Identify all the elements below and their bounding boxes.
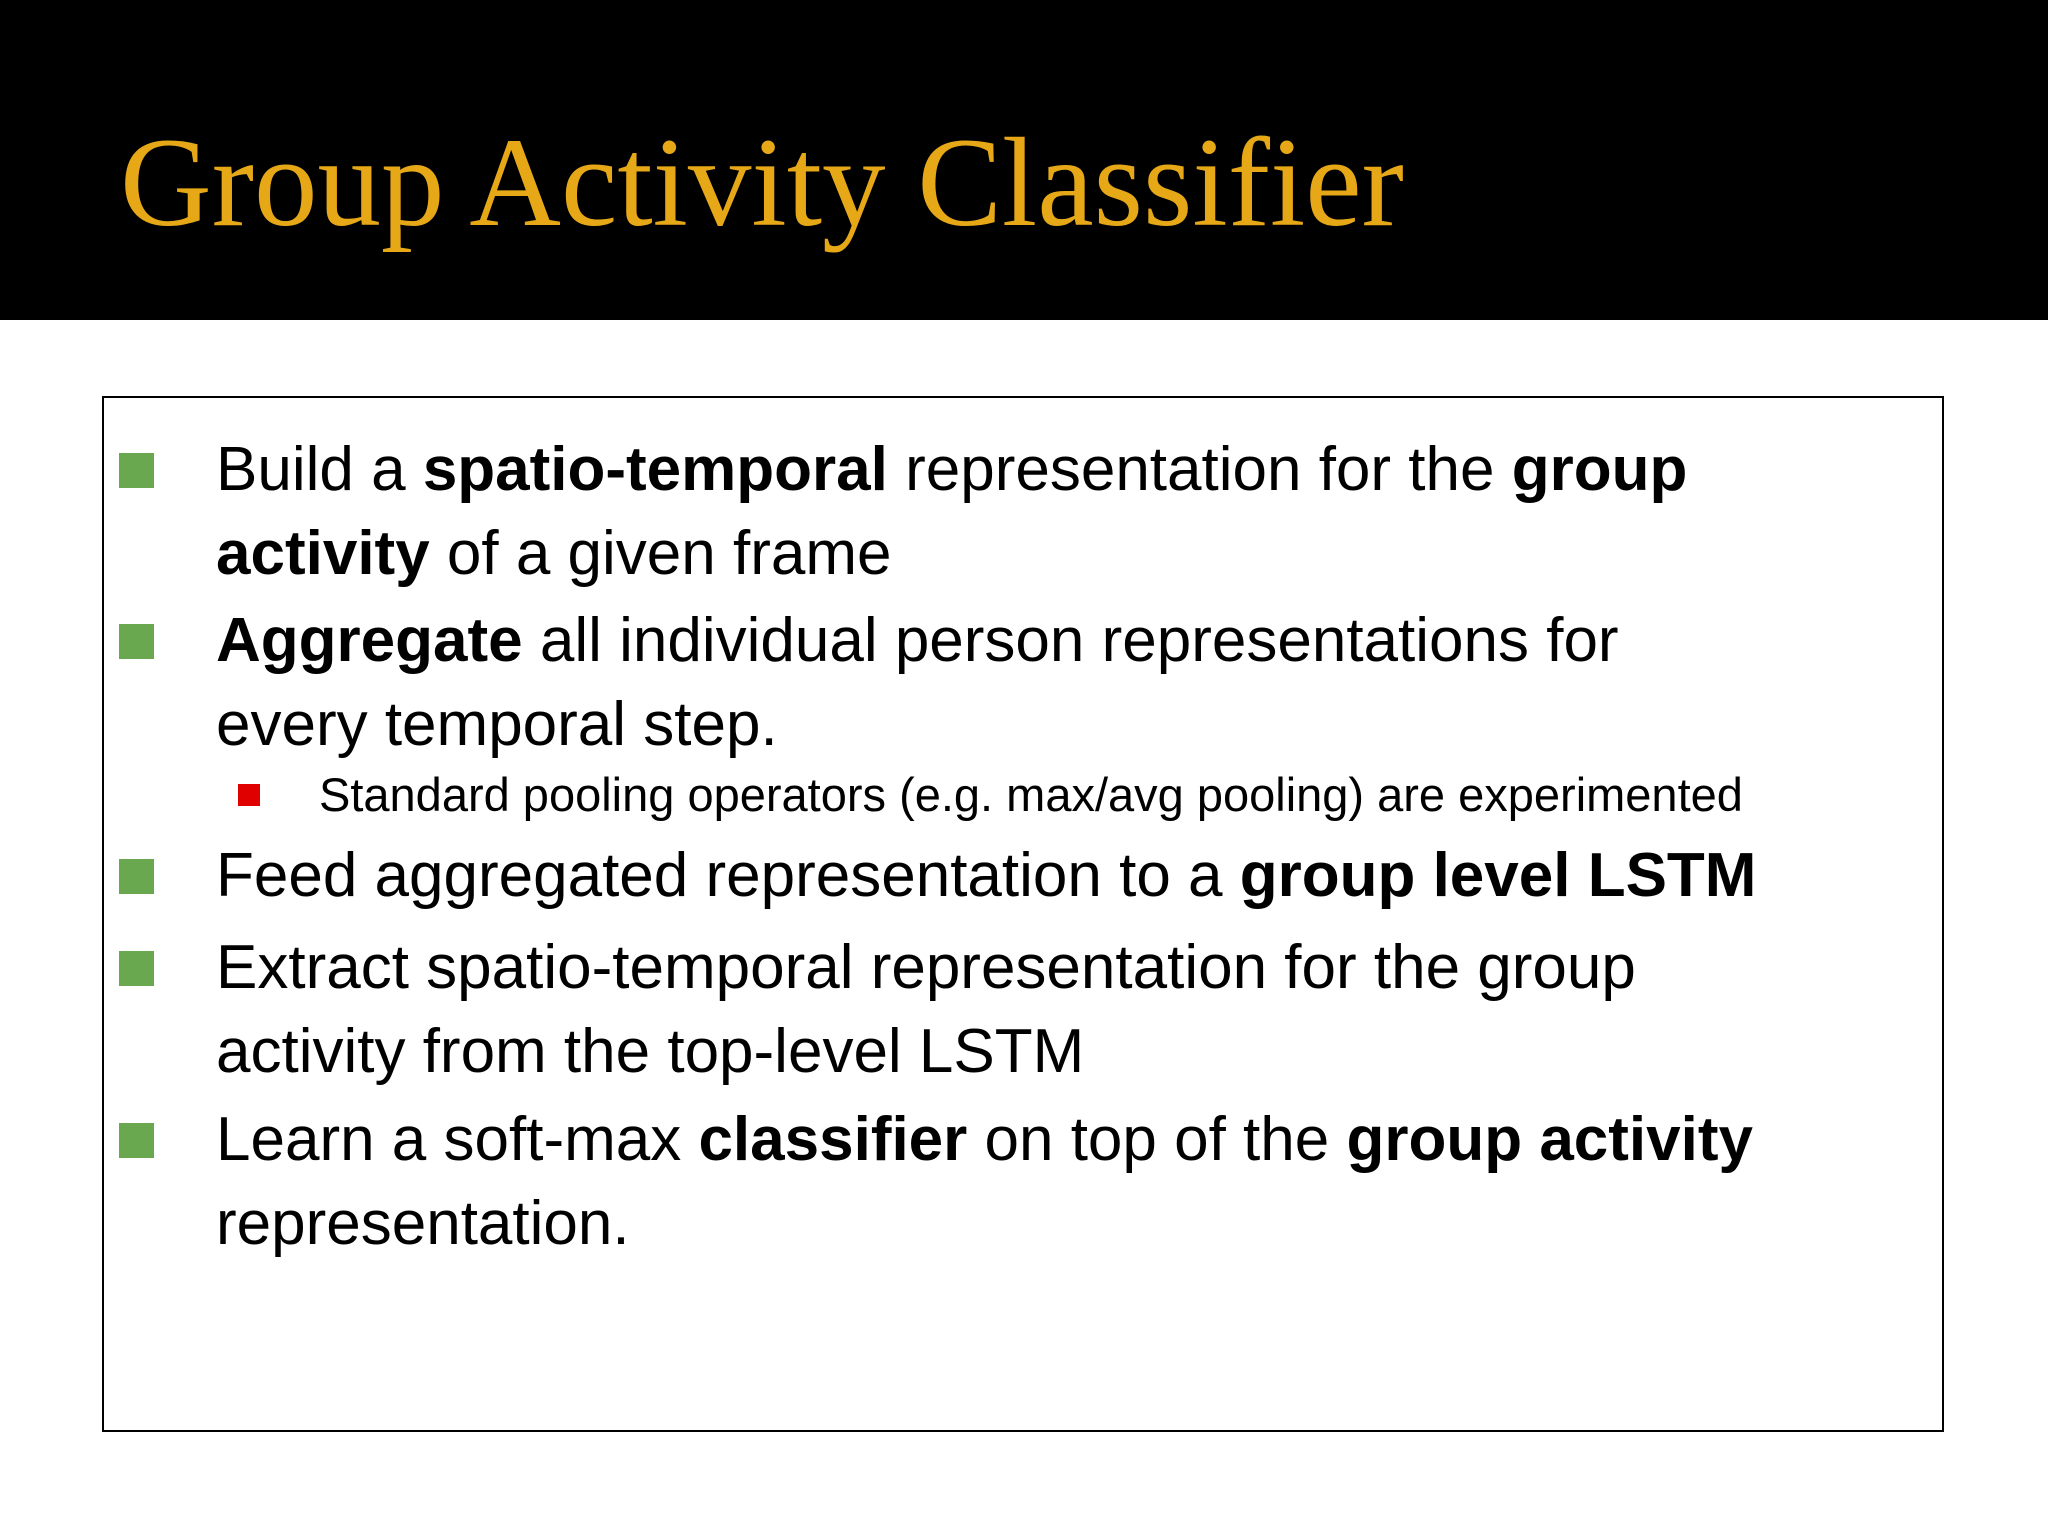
green-square-bullet-icon [119, 1123, 154, 1158]
text-run: every temporal step. [216, 690, 778, 759]
slide-header [0, 0, 2048, 320]
text-run: Learn a soft-max [216, 1105, 699, 1174]
bullet-line [216, 599, 1619, 683]
bold-text-run: classifier [698, 1105, 968, 1174]
text-run: Standard pooling operators (e.g. max/avg pooling) are experimented [319, 768, 1743, 821]
bold-text-run: group [1511, 435, 1688, 504]
green-square-bullet-icon [119, 624, 154, 659]
bullet-line [216, 834, 1756, 918]
green-square-bullet-icon [119, 951, 154, 986]
bullet-line [216, 1182, 1753, 1266]
bullet-text [216, 1098, 1753, 1266]
bullet-line [216, 1010, 1636, 1094]
bold-text-run: Aggregate [216, 606, 523, 675]
bold-text-run: activity [216, 519, 430, 588]
text-run: on top of the [967, 1105, 1347, 1174]
bullet-line [319, 764, 1743, 826]
bullet-line [216, 926, 1636, 1010]
text-run: Extract spatio-temporal representation for the group [216, 933, 1636, 1002]
text-run: Feed aggregated representation to a [216, 841, 1240, 910]
text-run: representation for the [887, 435, 1512, 504]
bullet-text [216, 926, 1636, 1094]
text-run: of a given frame [429, 519, 892, 588]
bullet-line [216, 1098, 1753, 1182]
slide-title: Group Activity Classifier [120, 113, 1404, 253]
bullet-line [216, 428, 1687, 512]
bold-text-run: group activity [1346, 1105, 1753, 1174]
content-box [102, 396, 1944, 1432]
text-run: all individual person representations for [522, 606, 1619, 675]
bullet-text [216, 599, 1619, 767]
bullet-line [216, 683, 1619, 767]
red-square-subbullet-icon [238, 784, 260, 806]
text-run: Build a [216, 435, 423, 504]
bullet-text [216, 428, 1687, 596]
bullet-text [216, 834, 1756, 918]
bold-text-run: spatio-temporal [422, 435, 888, 504]
text-run: representation. [216, 1189, 630, 1258]
sub-bullet-text [319, 764, 1743, 826]
text-run: activity from the top-level LSTM [216, 1017, 1085, 1086]
bullet-line [216, 512, 1687, 596]
bold-text-run: group level LSTM [1239, 841, 1757, 910]
green-square-bullet-icon [119, 859, 154, 894]
green-square-bullet-icon [119, 453, 154, 488]
